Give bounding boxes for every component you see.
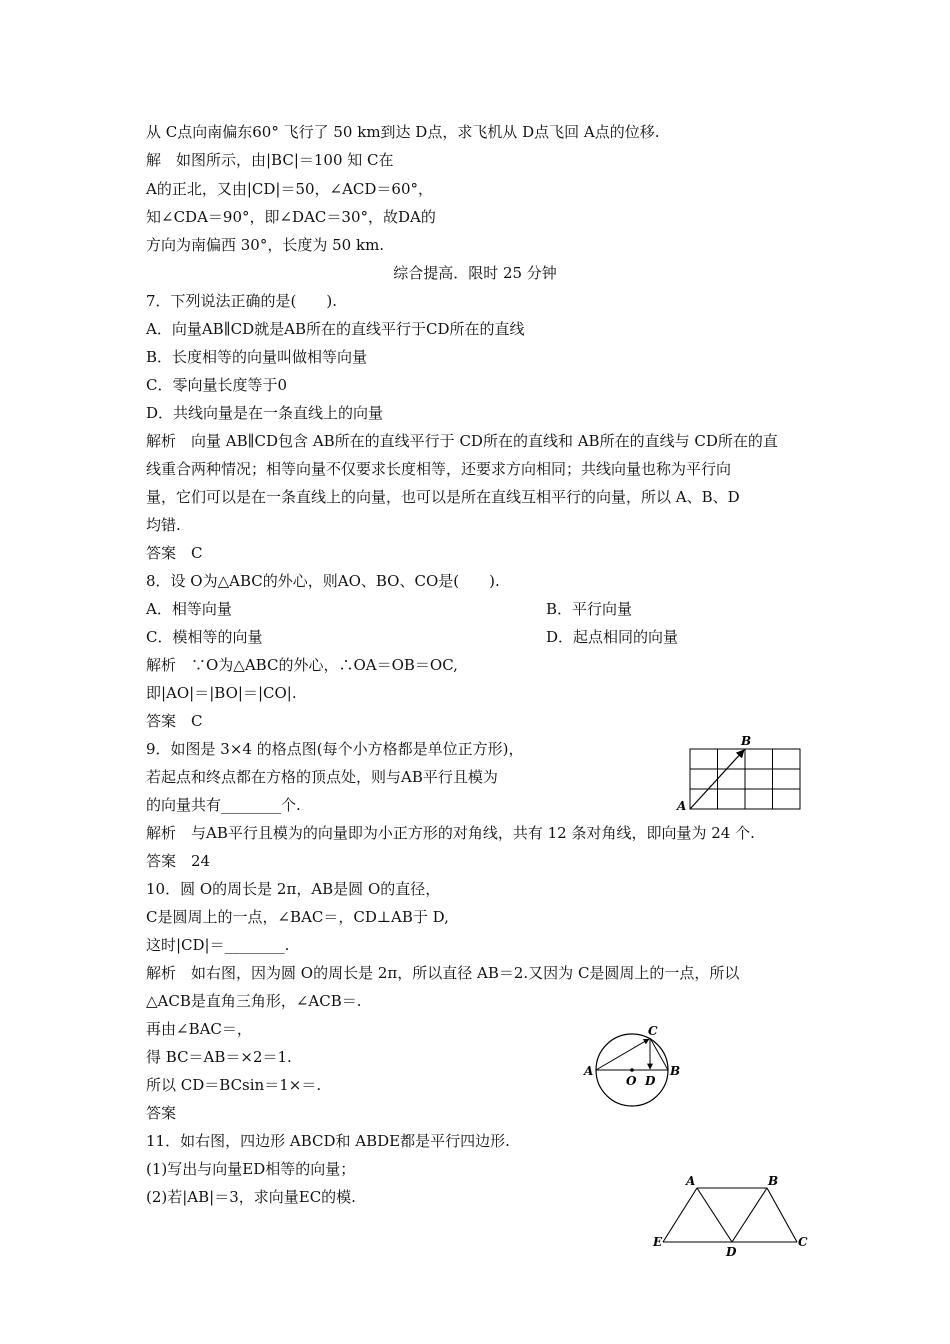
explanation-line: 均错.	[146, 516, 181, 534]
grid-figure	[670, 732, 810, 822]
point-a-label: A	[584, 1064, 594, 1078]
explanation-line: 得 BC＝AB＝×2＝1.	[146, 1048, 292, 1066]
vector-ac	[596, 1039, 649, 1070]
text-line: 知∠CDA＝90°，即∠DAC＝30°，故DA的	[146, 208, 436, 226]
answer-line: 答案 C	[146, 544, 203, 562]
point-o-label: O	[626, 1074, 637, 1088]
point-a-label: A	[677, 799, 687, 813]
question-11-part-1: (1)写出与向量ED相等的向量；	[146, 1160, 356, 1178]
point-c-label: C	[798, 1235, 808, 1249]
point-d-label: D	[726, 1245, 737, 1259]
option-c: C．模相等的向量	[146, 628, 263, 646]
question-10-line: C是圆周上的一点，∠BAC＝，CD⊥AB于 D,	[146, 908, 449, 926]
point-e-label: E	[653, 1235, 663, 1249]
explanation-line: 即|AO|＝|BO|＝|CO|.	[146, 684, 297, 702]
question-9-line: 的向量共有________个.	[146, 796, 301, 814]
point-b-label: B	[741, 734, 752, 748]
answer-line: 答案 24	[146, 852, 211, 870]
answer-line: 答案	[146, 1104, 177, 1122]
point-d-label: D	[645, 1074, 656, 1088]
explanation-line: 解析 ∵O为△ABC的外心，∴OA＝OB＝OC,	[146, 656, 458, 674]
explanation-line: 量，它们可以是在一条直线上的向量，也可以是所在直线互相平行的向量，所以 A、B、D	[146, 488, 740, 506]
question-8: 8．设 O为△ABC的外心，则AO、BO、CO是( ).	[146, 572, 500, 590]
point-b-label: B	[670, 1064, 681, 1078]
explanation-line: △ACB是直角三角形，∠ACB＝.	[146, 992, 362, 1010]
option-a: A．相等向量	[146, 600, 232, 618]
text-line: 方向为南偏西 30°，长度为 50 km.	[146, 236, 385, 254]
question-11-part-2: (2)若|AB|＝3，求向量EC的模.	[146, 1188, 356, 1206]
option-d: D．共线向量是在一条直线上的向量	[146, 404, 384, 422]
explanation-line: 解析 向量 AB∥CD包含 AB所在的直线平行于 CD所在的直线和 AB所在的直线与 CD所在的直	[146, 432, 778, 450]
point-c-label: C	[648, 1024, 658, 1038]
text-line: 解 如图所示，由|BC|＝100 知 C在	[146, 151, 394, 169]
question-9: 9．如图是 3×4 的格点图(每个小方格都是单位正方形)，	[146, 740, 524, 758]
point-b-label: B	[768, 1174, 779, 1188]
section-heading: 综合提高．限时 25 分钟	[393, 264, 557, 282]
explanation-line: 线重合两种情况；相等向量不仅要求长度相等，还要求方向相同；共线向量也称为平行向	[146, 460, 732, 478]
text-line: 从 C点向南偏东60° 飞行了 50 km到达 D点，求飞机从 D点飞回 A点的位移.	[146, 123, 660, 141]
circle-figure	[582, 1024, 692, 1110]
question-9-line: 若起点和终点都在方格的顶点处，则与AB平行且模为	[146, 768, 498, 786]
point-a-label: A	[686, 1174, 696, 1188]
answer-line: 答案 C	[146, 712, 203, 730]
question-10: 10．圆 O的周长是 2π，AB是圆 O的直径，	[146, 880, 441, 898]
explanation-line: 所以 CD＝BCsin＝1×＝.	[146, 1076, 322, 1094]
question-7: 7．下列说法正确的是( ).	[146, 292, 338, 310]
option-d: D．起点相同的向量	[546, 628, 679, 646]
question-10-line: 这时|CD|＝________.	[146, 936, 290, 954]
explanation-line: 解析 与AB平行且模为的向量即为小正方形的对角线，共有 12 条对角线，即向量为 24 个.	[146, 824, 755, 842]
segment-cb	[650, 1038, 668, 1070]
explanation-line: 解析 如右图，因为圆 O的周长是 2π，所以直径 AB＝2.又因为 C是圆周上的一点，所以	[146, 964, 740, 982]
question-11: 11．如右图，四边形 ABCD和 ABDE都是平行四边形.	[146, 1132, 510, 1150]
option-b: B．平行向量	[546, 600, 633, 618]
option-a: A．向量AB∥CD就是AB所在的直线平行于CD所在的直线	[146, 320, 525, 338]
center-point	[630, 1068, 634, 1072]
explanation-line: 再由∠BAC＝，	[146, 1020, 252, 1038]
text-line: A的正北，又由|CD|＝50，∠ACD＝60°，	[146, 180, 434, 198]
parallelogram-figure	[648, 1170, 816, 1262]
option-b: B．长度相等的向量叫做相等向量	[146, 348, 368, 366]
option-c: C．零向量长度等于0	[146, 376, 288, 394]
